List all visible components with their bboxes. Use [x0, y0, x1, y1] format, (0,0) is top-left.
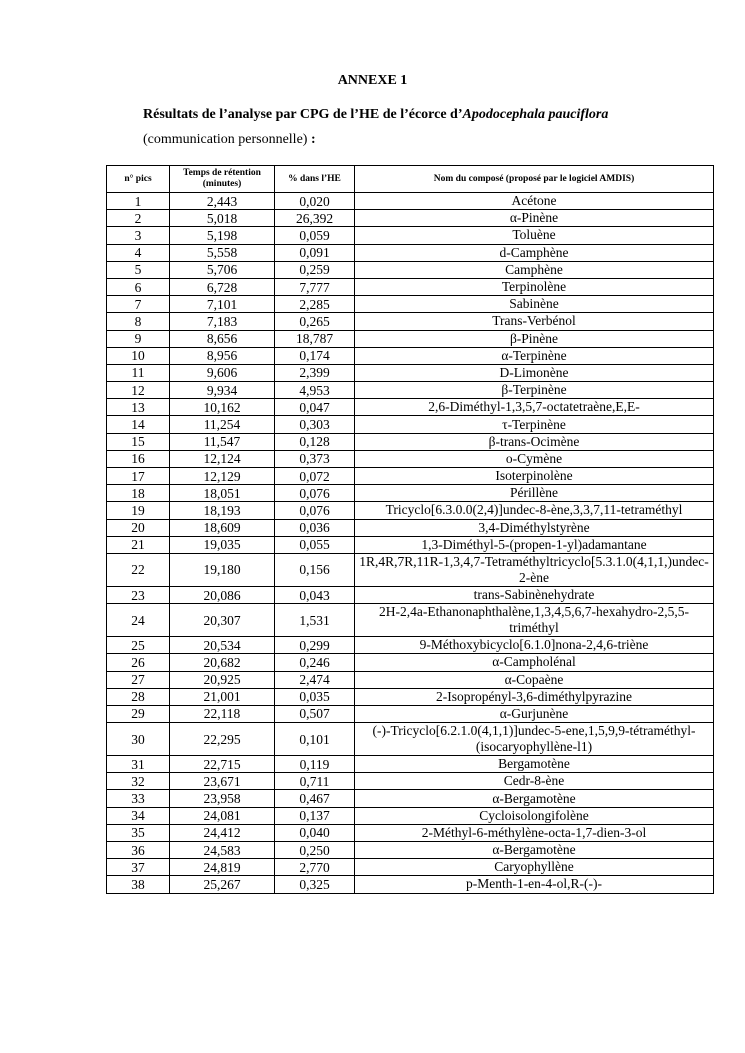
table-row: [107, 553, 714, 586]
table-row: [107, 227, 714, 244]
cell-percent: 0,101: [275, 723, 355, 756]
heading-text: Résultats de l’analyse par CPG de l’HE de l’écorce d’: [143, 107, 463, 122]
cell-compound-name: α-Gurjunène: [355, 705, 714, 722]
cell-retention-time: 23,958: [170, 790, 275, 807]
cell-peak-number: 12: [107, 382, 170, 399]
table-row: [107, 637, 714, 654]
cell-peak-number: 35: [107, 824, 170, 841]
cell-retention-time: 8,956: [170, 347, 275, 364]
cell-retention-time: 21,001: [170, 688, 275, 705]
cell-percent: 0,137: [275, 807, 355, 824]
cell-peak-number: 37: [107, 859, 170, 876]
cell-percent: 26,392: [275, 210, 355, 227]
cell-peak-number: 10: [107, 347, 170, 364]
cell-retention-time: 24,583: [170, 842, 275, 859]
cell-retention-time: 12,124: [170, 450, 275, 467]
cell-peak-number: 14: [107, 416, 170, 433]
cell-percent: 7,777: [275, 278, 355, 295]
cell-compound-name: (-)-Tricyclo[6.2.1.0(4,1,1)]undec-5-ene,1,5,9,9-tétraméthyl-(isocaryophyllène-l1): [355, 723, 714, 756]
cell-peak-number: 30: [107, 723, 170, 756]
table-row: [107, 519, 714, 536]
cell-compound-name: 2-Isopropényl-3,6-diméthylpyrazine: [355, 688, 714, 705]
cell-percent: 0,250: [275, 842, 355, 859]
cell-retention-time: 5,558: [170, 244, 275, 261]
cell-compound-name: Camphène: [355, 261, 714, 278]
cell-retention-time: 20,534: [170, 637, 275, 654]
cell-peak-number: 34: [107, 807, 170, 824]
annex-title: ANNEXE 1: [337, 73, 408, 88]
cell-retention-time: 5,198: [170, 227, 275, 244]
table-row: [107, 278, 714, 295]
cell-retention-time: 9,606: [170, 364, 275, 381]
cell-percent: 0,035: [275, 688, 355, 705]
cell-retention-time: 22,715: [170, 756, 275, 773]
cell-peak-number: 17: [107, 468, 170, 485]
cell-retention-time: 25,267: [170, 876, 275, 893]
cell-peak-number: 7: [107, 296, 170, 313]
subheading-text: (communication personnelle): [143, 132, 311, 147]
cell-peak-number: 29: [107, 705, 170, 722]
cell-compound-name: α-Bergamotène: [355, 842, 714, 859]
cell-compound-name: τ-Terpinène: [355, 416, 714, 433]
cell-compound-name: Caryophyllène: [355, 859, 714, 876]
table-row: [107, 468, 714, 485]
cell-peak-number: 26: [107, 654, 170, 671]
cell-peak-number: 21: [107, 536, 170, 553]
cell-peak-number: 9: [107, 330, 170, 347]
cell-peak-number: 4: [107, 244, 170, 261]
cell-retention-time: 7,183: [170, 313, 275, 330]
cell-peak-number: 5: [107, 261, 170, 278]
cell-percent: 2,399: [275, 364, 355, 381]
cell-peak-number: 19: [107, 502, 170, 519]
cell-retention-time: 5,706: [170, 261, 275, 278]
cell-compound-name: α-Copaène: [355, 671, 714, 688]
table-row: [107, 502, 714, 519]
cell-retention-time: 20,307: [170, 604, 275, 637]
cell-peak-number: 20: [107, 519, 170, 536]
cell-percent: 0,303: [275, 416, 355, 433]
cell-peak-number: 11: [107, 364, 170, 381]
cell-peak-number: 2: [107, 210, 170, 227]
cell-percent: 2,770: [275, 859, 355, 876]
table-row: [107, 399, 714, 416]
cell-retention-time: 24,081: [170, 807, 275, 824]
table-row: [107, 261, 714, 278]
table-row: [107, 296, 714, 313]
table-row: [107, 604, 714, 637]
cell-percent: 1,531: [275, 604, 355, 637]
cell-percent: 0,040: [275, 824, 355, 841]
cell-retention-time: 19,035: [170, 536, 275, 553]
table-row: [107, 586, 714, 603]
cell-peak-number: 31: [107, 756, 170, 773]
cell-percent: 2,285: [275, 296, 355, 313]
cell-retention-time: 20,086: [170, 586, 275, 603]
cell-compound-name: 1,3-Diméthyl-5-(propen-1-yl)adamantane: [355, 536, 714, 553]
cell-percent: 0,711: [275, 773, 355, 790]
cell-peak-number: 38: [107, 876, 170, 893]
table-row: [107, 705, 714, 722]
cell-peak-number: 23: [107, 586, 170, 603]
table-row: [107, 347, 714, 364]
header-compound-name: Nom du composé (proposé par le logiciel AMDIS): [355, 166, 714, 193]
table-row: [107, 433, 714, 450]
header-percent: % dans l’HE: [275, 166, 355, 193]
species-name: Apodocephala pauciflora: [462, 107, 609, 122]
cell-compound-name: 2,6-Diméthyl-1,3,5,7-octatetraène,E,E-: [355, 399, 714, 416]
table-row: [107, 382, 714, 399]
table-row: [107, 654, 714, 671]
cell-percent: 0,467: [275, 790, 355, 807]
table-row: [107, 364, 714, 381]
cell-retention-time: 18,193: [170, 502, 275, 519]
cell-compound-name: Périllène: [355, 485, 714, 502]
cell-peak-number: 25: [107, 637, 170, 654]
cell-compound-name: Acétone: [355, 193, 714, 210]
cell-percent: 0,055: [275, 536, 355, 553]
cell-percent: 0,076: [275, 502, 355, 519]
cell-retention-time: 7,101: [170, 296, 275, 313]
table-row: [107, 330, 714, 347]
cell-compound-name: o-Cymène: [355, 450, 714, 467]
cell-compound-name: α-Bergamotène: [355, 790, 714, 807]
cell-compound-name: Isoterpinolène: [355, 468, 714, 485]
cell-compound-name: Toluène: [355, 227, 714, 244]
cell-retention-time: 10,162: [170, 399, 275, 416]
cell-compound-name: α-Pinène: [355, 210, 714, 227]
cell-compound-name: α-Campholénal: [355, 654, 714, 671]
cell-percent: 0,373: [275, 450, 355, 467]
cell-compound-name: α-Terpinène: [355, 347, 714, 364]
table-row: [107, 773, 714, 790]
table-row: [107, 313, 714, 330]
cell-retention-time: 6,728: [170, 278, 275, 295]
cell-peak-number: 3: [107, 227, 170, 244]
cell-percent: 0,076: [275, 485, 355, 502]
cell-peak-number: 28: [107, 688, 170, 705]
cell-peak-number: 15: [107, 433, 170, 450]
cell-compound-name: 3,4-Diméthylstyrène: [355, 519, 714, 536]
cell-compound-name: p-Menth-1-en-4-ol,R-(-)-: [355, 876, 714, 893]
table-row: [107, 485, 714, 502]
table-row: [107, 859, 714, 876]
cell-retention-time: 11,547: [170, 433, 275, 450]
table-row: [107, 450, 714, 467]
cell-retention-time: 8,656: [170, 330, 275, 347]
cell-percent: 0,043: [275, 586, 355, 603]
cell-compound-name: β-trans-Ocimène: [355, 433, 714, 450]
cell-compound-name: β-Pinène: [355, 330, 714, 347]
cell-compound-name: Terpinolène: [355, 278, 714, 295]
cell-peak-number: 27: [107, 671, 170, 688]
cell-percent: 0,325: [275, 876, 355, 893]
cell-percent: 0,072: [275, 468, 355, 485]
cell-percent: 0,299: [275, 637, 355, 654]
cell-compound-name: Trans-Verbénol: [355, 313, 714, 330]
cell-compound-name: 2-Méthyl-6-méthylène-octa-1,7-dien-3-ol: [355, 824, 714, 841]
cell-peak-number: 18: [107, 485, 170, 502]
cell-retention-time: 19,180: [170, 553, 275, 586]
cell-compound-name: D-Limonène: [355, 364, 714, 381]
cell-retention-time: 24,819: [170, 859, 275, 876]
cell-percent: 0,036: [275, 519, 355, 536]
results-table: [106, 165, 714, 894]
cell-compound-name: Bergamotène: [355, 756, 714, 773]
cell-percent: 0,047: [275, 399, 355, 416]
cell-percent: 0,265: [275, 313, 355, 330]
table-row: [107, 876, 714, 893]
table-row: [107, 824, 714, 841]
page-subheading: [143, 132, 316, 148]
cell-percent: 0,246: [275, 654, 355, 671]
cell-retention-time: 23,671: [170, 773, 275, 790]
cell-percent: 0,119: [275, 756, 355, 773]
cell-retention-time: 9,934: [170, 382, 275, 399]
cell-retention-time: 20,682: [170, 654, 275, 671]
cell-percent: 0,059: [275, 227, 355, 244]
table-row: [107, 790, 714, 807]
cell-retention-time: 22,295: [170, 723, 275, 756]
table-row: [107, 193, 714, 210]
table-row: [107, 244, 714, 261]
cell-peak-number: 33: [107, 790, 170, 807]
cell-peak-number: 8: [107, 313, 170, 330]
cell-percent: 0,507: [275, 705, 355, 722]
cell-retention-time: 12,129: [170, 468, 275, 485]
table-body: [107, 193, 714, 894]
cell-percent: 0,156: [275, 553, 355, 586]
cell-compound-name: Cedr-8-ène: [355, 773, 714, 790]
table-header-row: [107, 166, 714, 193]
cell-peak-number: 13: [107, 399, 170, 416]
cell-retention-time: 22,118: [170, 705, 275, 722]
cell-peak-number: 6: [107, 278, 170, 295]
cell-percent: 0,259: [275, 261, 355, 278]
table-row: [107, 210, 714, 227]
cell-percent: 2,474: [275, 671, 355, 688]
cell-retention-time: 18,051: [170, 485, 275, 502]
cell-compound-name: trans-Sabinènehydrate: [355, 586, 714, 603]
cell-percent: 18,787: [275, 330, 355, 347]
header-retention-time: Temps de rétention (minutes): [170, 166, 275, 193]
cell-retention-time: 5,018: [170, 210, 275, 227]
cell-compound-name: β-Terpinène: [355, 382, 714, 399]
cell-retention-time: 11,254: [170, 416, 275, 433]
cell-percent: 0,020: [275, 193, 355, 210]
cell-retention-time: 20,925: [170, 671, 275, 688]
table-row: [107, 671, 714, 688]
cell-peak-number: 16: [107, 450, 170, 467]
table-row: [107, 842, 714, 859]
page-heading: [143, 107, 608, 123]
cell-compound-name: d-Camphène: [355, 244, 714, 261]
table-row: [107, 536, 714, 553]
cell-retention-time: 24,412: [170, 824, 275, 841]
subheading-colon: :: [310, 132, 316, 147]
table-row: [107, 723, 714, 756]
cell-percent: 0,174: [275, 347, 355, 364]
table-row: [107, 807, 714, 824]
cell-retention-time: 18,609: [170, 519, 275, 536]
table-row: [107, 688, 714, 705]
cell-peak-number: 32: [107, 773, 170, 790]
cell-peak-number: 24: [107, 604, 170, 637]
cell-compound-name: Sabinène: [355, 296, 714, 313]
cell-compound-name: 1R,4R,7R,11R-1,3,4,7-Tetraméthyltricyclo[5.3.1.0(4,1,1,)undec-2-ène: [355, 553, 714, 586]
table-row: [107, 756, 714, 773]
header-peak-number: n° pics: [107, 166, 170, 193]
cell-percent: 4,953: [275, 382, 355, 399]
cell-peak-number: 1: [107, 193, 170, 210]
cell-compound-name: 9-Méthoxybicyclo[6.1.0]nona-2,4,6-triène: [355, 637, 714, 654]
cell-retention-time: 2,443: [170, 193, 275, 210]
cell-percent: 0,128: [275, 433, 355, 450]
cell-peak-number: 22: [107, 553, 170, 586]
cell-compound-name: Cycloisolongifolène: [355, 807, 714, 824]
table-row: [107, 416, 714, 433]
cell-percent: 0,091: [275, 244, 355, 261]
cell-compound-name: 2H-2,4a-Ethanonaphthalène,1,3,4,5,6,7-hexahydro-2,5,5-triméthyl: [355, 604, 714, 637]
cell-peak-number: 36: [107, 842, 170, 859]
cell-compound-name: Tricyclo[6.3.0.0(2,4)]undec-8-ène,3,3,7,11-tetraméthyl: [355, 502, 714, 519]
